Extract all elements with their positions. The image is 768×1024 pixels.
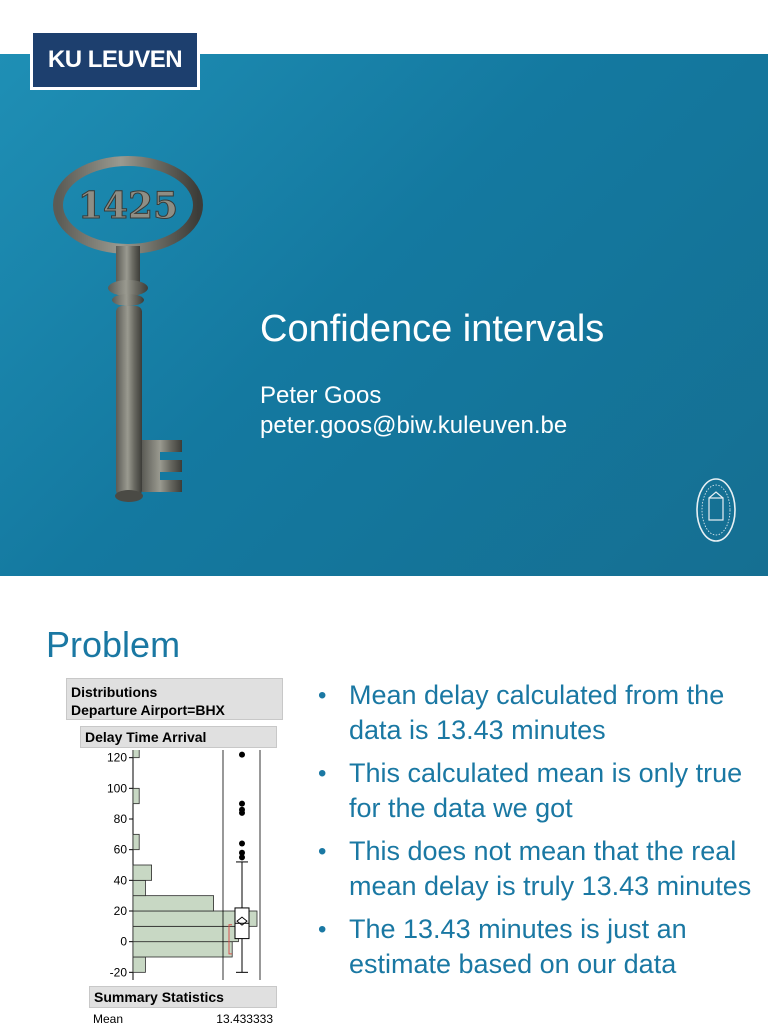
histogram-bar: [133, 957, 145, 972]
bullet-item: [318, 912, 758, 982]
y-tick-label: 20: [113, 904, 127, 918]
histogram-bar: [133, 750, 139, 758]
bullet-item: [318, 678, 758, 748]
histogram-bar: [133, 880, 145, 895]
bullet-icon: •: [318, 760, 327, 787]
y-tick-label: 100: [106, 781, 127, 796]
histogram-bar: [133, 865, 152, 880]
bullet-item: [318, 834, 758, 904]
histogram-bar: [133, 896, 214, 911]
bullet-text: This calculated mean is only true for the data we got: [349, 758, 743, 823]
distributions-header: [66, 678, 283, 720]
bullet-icon: •: [318, 916, 327, 943]
summary-statistics-header: Summary Statistics: [89, 986, 277, 1008]
outlier-point: [239, 841, 245, 847]
author-name: Peter Goos: [260, 382, 382, 409]
bullet-icon: •: [318, 838, 327, 865]
svg-text:1425: 1425: [77, 185, 179, 227]
mean-label: Mean: [93, 1012, 124, 1024]
bullet-item: [318, 756, 758, 826]
summary-mean-row: [89, 1012, 277, 1024]
problem-slide: [0, 600, 768, 1024]
y-tick-label: 60: [113, 842, 127, 857]
bullet-text: Mean delay calculated from the data is 13.43 minutes: [349, 680, 725, 745]
y-tick-label: 0: [120, 934, 127, 949]
variable-header: Delay Time Arrival: [80, 726, 277, 748]
author-email: peter.goos@biw.kuleuven.be: [260, 412, 568, 439]
antique-key-image: [50, 150, 210, 510]
slide-title: Confidence intervals: [260, 308, 605, 350]
group-label: Departure Airport=BHX: [71, 702, 225, 718]
histogram-bar: [133, 788, 139, 803]
outlier-point: [239, 807, 245, 813]
y-tick-label: 40: [113, 873, 127, 888]
histogram-bar: [133, 942, 232, 957]
distributions-label: Distributions: [71, 684, 158, 700]
y-tick-label: 80: [113, 812, 127, 826]
outlier-point: [239, 752, 245, 758]
mean-value: 13.433333: [216, 1012, 273, 1024]
bullet-list: [318, 678, 758, 990]
y-tick-label: -20: [109, 965, 127, 980]
bullet-text: The 13.43 minutes is just an estimate based on our data: [349, 914, 687, 979]
university-seal-icon: [694, 476, 738, 544]
bullet-icon: •: [318, 682, 327, 709]
ku-leuven-logo: KU LEUVEN: [30, 30, 200, 90]
slide-heading: Problem: [46, 624, 181, 665]
outlier-point: [239, 801, 245, 807]
outlier-point: [239, 850, 245, 856]
bullet-text: This does not mean that the real mean delay is truly 13.43 minutes: [349, 836, 752, 901]
delay-distribution-chart: [86, 750, 286, 980]
histogram-bar: [133, 926, 238, 941]
histogram-bar: [133, 834, 139, 849]
y-tick-label: 120: [106, 750, 127, 765]
